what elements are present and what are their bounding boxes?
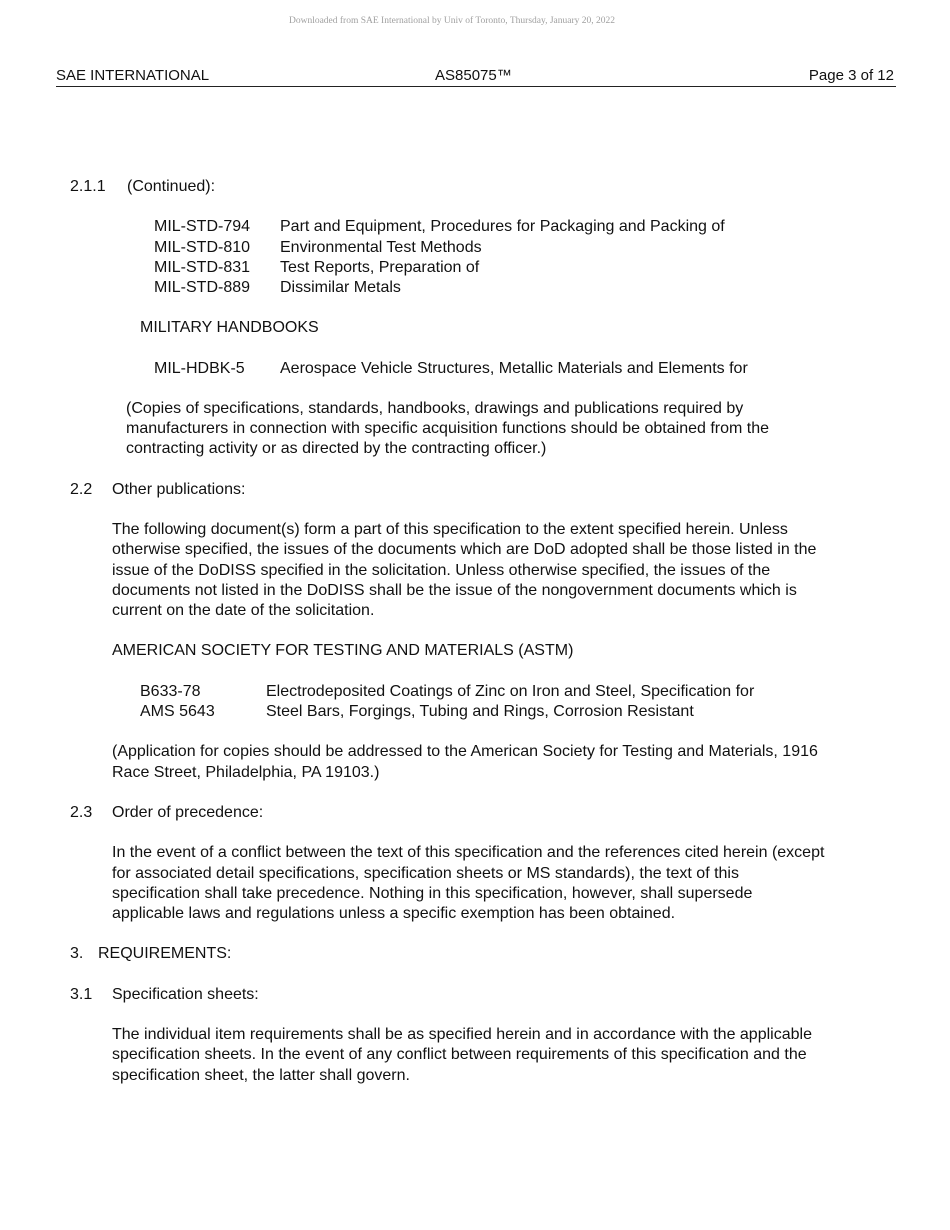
list-item bbox=[70, 702, 870, 722]
section-3-heading bbox=[70, 944, 870, 964]
other-publications-paragraph bbox=[112, 520, 870, 621]
section-title: Order of precedence: bbox=[112, 803, 264, 821]
list-item bbox=[70, 217, 870, 237]
astm-heading bbox=[70, 641, 870, 661]
list-item bbox=[70, 359, 870, 379]
subheading: MILITARY HANDBOOKS bbox=[140, 319, 319, 337]
section-number: 2.1.1 bbox=[70, 178, 106, 195]
military-handbooks-heading bbox=[70, 318, 870, 338]
download-watermark: Downloaded from SAE International by Univ of Toronto, Thursday, January 20, 2022 bbox=[288, 16, 616, 26]
section-number: 3.1 bbox=[70, 985, 93, 1003]
reference-title: Aerospace Vehicle Structures, Metallic Materials and Elements for bbox=[280, 359, 748, 377]
reference-code: MIL-STD-889 bbox=[154, 278, 251, 296]
reference-title: Environmental Test Methods bbox=[280, 238, 482, 256]
section-number: 2.2 bbox=[70, 480, 93, 498]
text-line: for associated detail specifications, specification sheets or MS standards), the text of this bbox=[112, 864, 739, 882]
specification-sheets-paragraph bbox=[112, 1025, 870, 1086]
section-number: 2.3 bbox=[70, 803, 93, 821]
text-line: contracting activity or as directed by the contracting officer.) bbox=[126, 440, 547, 458]
page-header bbox=[56, 66, 896, 87]
document-body bbox=[70, 177, 870, 1086]
text-line: Race Street, Philadelphia, PA 19103.) bbox=[112, 763, 380, 781]
list-item bbox=[70, 682, 870, 702]
text-line: The individual item requirements shall be as specified herein and in accordance with the applicable bbox=[112, 1026, 812, 1044]
reference-title: Part and Equipment, Procedures for Packaging and Packing of bbox=[280, 218, 725, 236]
section-title: (Continued): bbox=[127, 178, 216, 195]
header-page-number: Page 3 of 12 bbox=[808, 67, 894, 84]
text-line: applicable laws and regulations unless a specific exemption has been obtained. bbox=[112, 904, 676, 922]
list-item bbox=[70, 278, 870, 298]
text-line: specification shall take precedence. Nothing in this specification, however, shall supersede bbox=[112, 884, 753, 902]
section-title: Specification sheets: bbox=[112, 985, 259, 1003]
section-2-2-heading bbox=[70, 480, 870, 500]
reference-code: B633-78 bbox=[140, 682, 201, 700]
section-title: REQUIREMENTS: bbox=[98, 945, 232, 963]
handbook-list bbox=[70, 359, 870, 379]
order-of-precedence-paragraph bbox=[112, 843, 870, 924]
mil-std-list bbox=[70, 217, 870, 298]
subheading: AMERICAN SOCIETY FOR TESTING AND MATERIALS (ASTM) bbox=[112, 642, 574, 660]
text-line: (Application for copies should be addressed to the American Society for Testing and Materials, 1916 bbox=[112, 743, 818, 761]
section-2-3-heading bbox=[70, 803, 870, 823]
reference-code: MIL-STD-794 bbox=[154, 218, 251, 236]
reference-title: Dissimilar Metals bbox=[280, 278, 401, 296]
text-line: issue of the DoDISS specified in the solicitation. Unless otherwise specified, the issues of the bbox=[112, 561, 771, 579]
text-line: (Copies of specifications, standards, handbooks, drawings and publications required by bbox=[126, 400, 744, 418]
list-item bbox=[70, 238, 870, 258]
reference-code: MIL-STD-810 bbox=[154, 238, 251, 256]
text-line: In the event of a conflict between the text of this specification and the references cited herein (except bbox=[112, 844, 825, 862]
reference-code: AMS 5643 bbox=[140, 703, 215, 720]
text-line: documents not listed in the DoDISS shall be the issue of the nongovernment documents which is bbox=[112, 581, 797, 599]
section-number: 3. bbox=[70, 945, 84, 963]
section-title: Other publications: bbox=[112, 480, 246, 498]
reference-code: MIL-HDBK-5 bbox=[154, 359, 245, 377]
text-line: specification sheet, the latter shall govern. bbox=[112, 1066, 410, 1084]
reference-title: Steel Bars, Forgings, Tubing and Rings, Corrosion Resistant bbox=[266, 703, 694, 720]
text-line: specification sheets. In the event of any conflict between requirements of this specification and the bbox=[112, 1046, 807, 1064]
section-2-1-1-heading bbox=[70, 177, 870, 197]
reference-title: Test Reports, Preparation of bbox=[280, 258, 480, 276]
reference-code: MIL-STD-831 bbox=[154, 258, 251, 276]
section-3-1-heading bbox=[70, 985, 870, 1005]
list-item bbox=[70, 258, 870, 278]
astm-list bbox=[70, 682, 870, 722]
header-organization: SAE INTERNATIONAL bbox=[56, 67, 210, 84]
text-line: The following document(s) form a part of this specification to the extent specified herein. Unless bbox=[112, 521, 788, 539]
text-line: current on the date of the solicitation. bbox=[112, 602, 375, 620]
copies-note bbox=[126, 399, 870, 460]
text-line: otherwise specified, the issues of the documents which are DoD adopted shall be those listed in the bbox=[112, 541, 817, 559]
reference-title: Electrodeposited Coatings of Zinc on Iron and Steel, Specification for bbox=[266, 682, 755, 700]
astm-address-note bbox=[112, 742, 870, 782]
header-document-number: AS85075™ bbox=[435, 67, 512, 84]
text-line: manufacturers in connection with specific acquisition functions should be obtained from the bbox=[126, 420, 770, 438]
